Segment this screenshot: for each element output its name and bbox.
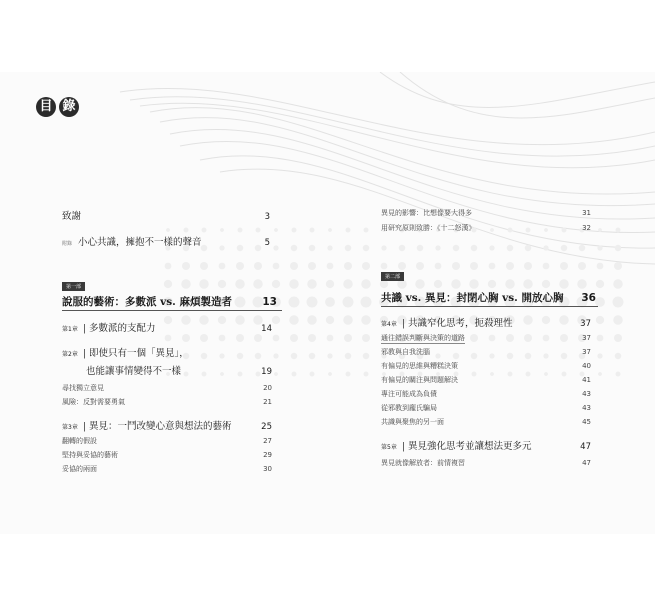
section-entry[interactable]	[381, 361, 591, 371]
section-page: 29	[263, 451, 272, 459]
section-title: 邪教與自我洗腦	[381, 348, 430, 356]
toc-entry-page: 3	[264, 212, 270, 222]
section-page: 30	[263, 465, 272, 473]
toc-entry-label: 小心共識，擁抱不一樣的聲音	[78, 237, 202, 248]
chapter-1[interactable]	[62, 320, 272, 334]
chapter-4[interactable]	[381, 315, 591, 329]
section-entry[interactable]	[381, 333, 591, 344]
chapter-3[interactable]	[62, 418, 272, 432]
part-divider	[62, 310, 282, 311]
separator: |	[401, 318, 406, 329]
section-page: 31	[582, 209, 591, 217]
chapter-number: 第4章	[381, 321, 397, 328]
chapter-title: 多數派的支配力	[89, 323, 156, 334]
section-entry[interactable]	[381, 208, 591, 218]
section-page: 27	[263, 437, 272, 445]
separator: |	[401, 441, 406, 452]
section-title: 風險：反對需要勇氣	[62, 398, 125, 406]
chapter-number: 第2章	[62, 351, 78, 358]
toc-entry-acknowledgements[interactable]	[62, 208, 270, 222]
section-title: 從邪教到龐氏騙局	[381, 404, 437, 412]
section-title: 有偏見的思維與糟糕決策	[381, 362, 458, 370]
part-tag-1: 第一部	[62, 282, 85, 291]
section-title: 共識與聚焦的另一面	[381, 418, 444, 426]
chapter-title: 即使只有一個「異見」，	[89, 348, 189, 359]
toc-entry-page: 5	[264, 238, 270, 248]
part-title-1[interactable]	[62, 294, 277, 309]
section-entry[interactable]	[381, 458, 591, 468]
section-title: 尋找獨立意見	[62, 384, 104, 392]
chapter-2-line-2[interactable]	[86, 363, 272, 377]
section-title: 通往錯誤判斷與決策的道路	[381, 334, 465, 342]
part-title-2[interactable]	[381, 290, 596, 305]
part-title-page: 36	[581, 292, 596, 304]
section-entry[interactable]	[62, 397, 272, 407]
section-title: 專注可能成為負債	[381, 390, 437, 398]
chapter-page: 25	[261, 422, 272, 432]
chapter-title-continued: 也能讓事情變得不一樣	[86, 366, 182, 377]
section-entry[interactable]	[62, 464, 272, 474]
separator: |	[82, 421, 87, 432]
section-page: 43	[582, 390, 591, 398]
appendix-tag: 附錄	[62, 241, 73, 247]
chapter-page: 37	[580, 319, 591, 329]
part-title-page: 13	[262, 296, 277, 308]
chapter-number: 第3章	[62, 424, 78, 431]
section-entry[interactable]	[62, 436, 272, 446]
chapter-number: 第1章	[62, 326, 78, 333]
section-page: 37	[582, 334, 591, 342]
toc-title-char-2: 錄	[59, 97, 79, 117]
chapter-number: 第5章	[381, 444, 397, 451]
section-entry[interactable]	[62, 450, 272, 460]
section-title: 妥協的兩面	[62, 465, 97, 473]
section-entry[interactable]	[381, 223, 591, 233]
chapter-page: 47	[580, 442, 591, 452]
section-page: 45	[582, 418, 591, 426]
chapter-page: 19	[261, 367, 272, 377]
section-page: 21	[263, 398, 272, 406]
section-page: 37	[582, 348, 591, 356]
separator: |	[82, 323, 87, 334]
section-page: 20	[263, 384, 272, 392]
section-entry[interactable]	[381, 347, 591, 357]
section-entry[interactable]	[381, 403, 591, 413]
section-title: 堅持與妥協的藝術	[62, 451, 118, 459]
section-title: 翻轉的假設	[62, 437, 97, 445]
section-page: 32	[582, 224, 591, 232]
section-title: 用研究原則致勝：《十二怒漢》	[381, 224, 476, 232]
chapter-title: 共識窄化思考，扼殺理性	[408, 318, 513, 329]
section-page: 47	[582, 459, 591, 467]
section-page: 41	[582, 376, 591, 384]
section-entry[interactable]	[62, 383, 272, 393]
part-title-label: 共識 vs. 異見：封閉心胸 vs. 開放心胸	[381, 292, 564, 304]
chapter-2[interactable]	[62, 345, 272, 359]
part-tag-2: 第二部	[381, 272, 404, 281]
section-entry[interactable]	[381, 417, 591, 427]
chapter-page: 14	[261, 324, 272, 334]
section-title: 異見就像解放者：前情複習	[381, 459, 465, 467]
toc-entry-label: 致謝	[62, 211, 82, 222]
toc-title-char-1: 目	[36, 97, 56, 117]
section-title: 異見的影響：比想像要大得多	[381, 209, 472, 217]
section-page: 43	[582, 404, 591, 412]
section-entry[interactable]	[381, 389, 591, 399]
section-entry[interactable]	[381, 375, 591, 385]
toc-entry-appendix[interactable]	[62, 234, 270, 248]
section-page: 40	[582, 362, 591, 370]
toc-title	[36, 97, 79, 117]
chapter-title: 異見：一鬥改變心意與想法的藝術	[89, 421, 232, 432]
chapter-5[interactable]	[381, 438, 591, 452]
section-title: 有偏見的關注與問題解決	[381, 376, 458, 384]
separator: |	[82, 348, 87, 359]
chapter-title: 異見強化思考並讓想法更多元	[408, 441, 532, 452]
part-divider	[381, 306, 598, 307]
part-title-label: 說服的藝術：多數派 vs. 麻煩製造者	[62, 296, 232, 308]
